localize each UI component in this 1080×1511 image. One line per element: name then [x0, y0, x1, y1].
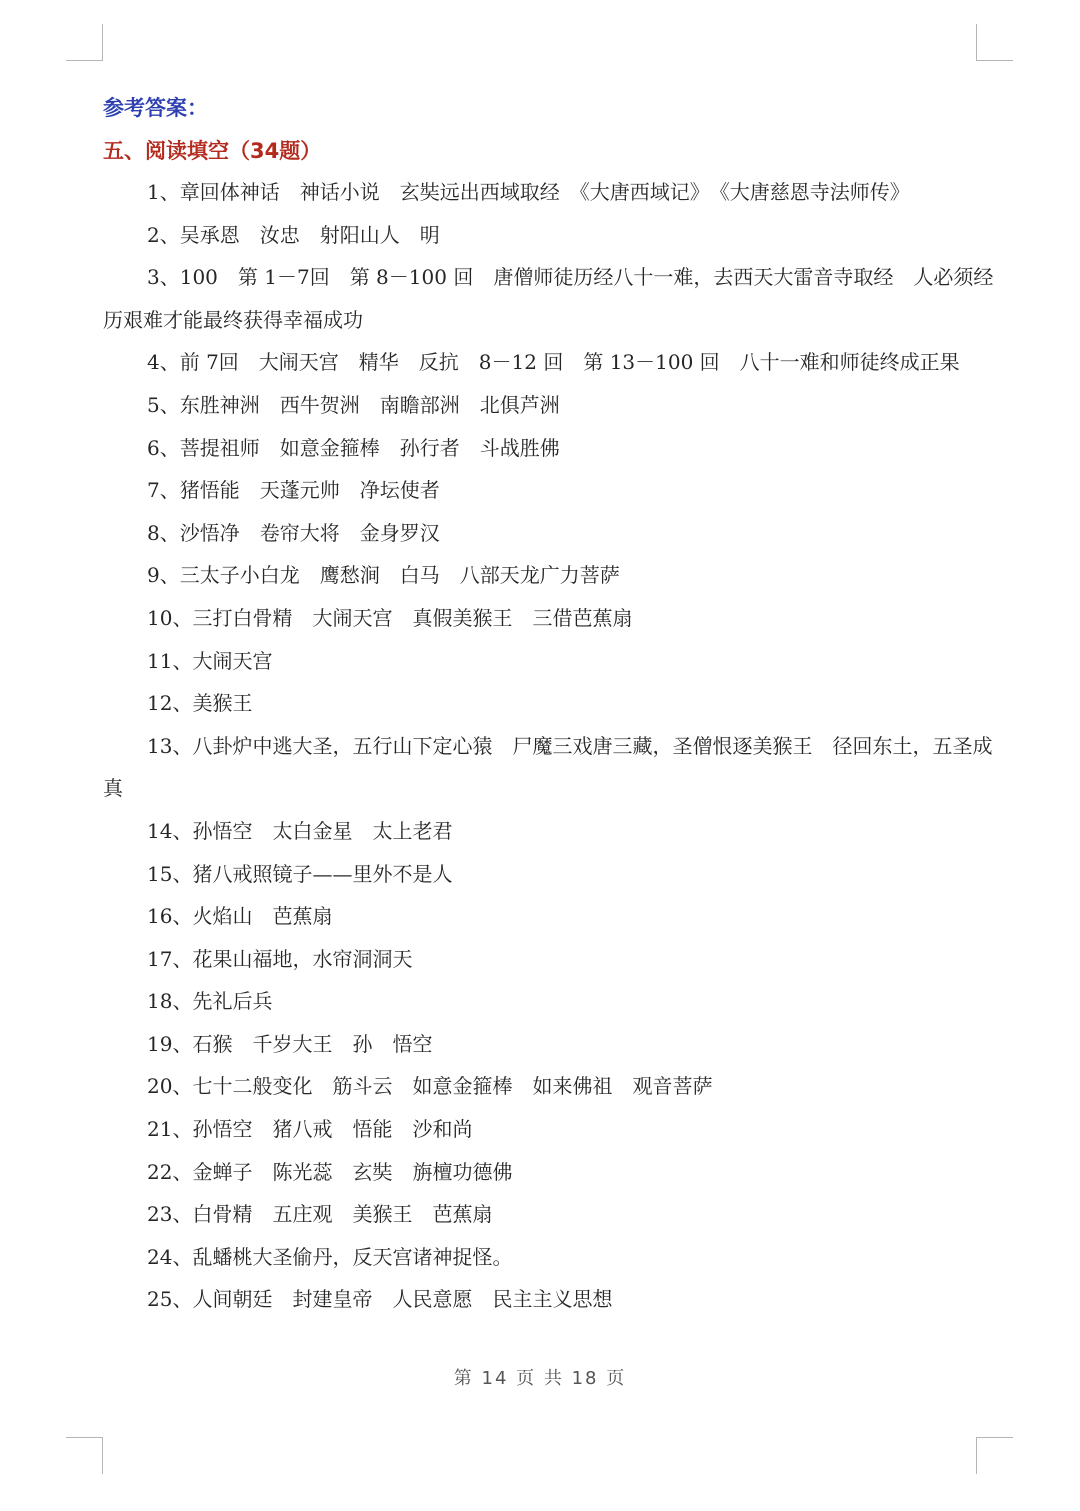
answer-item: 5、东胜神洲 西牛贺洲 南瞻部洲 北俱芦洲	[147, 392, 560, 417]
answer-item: 23、白骨精 五庄观 美猴王 芭蕉扇	[147, 1202, 493, 1227]
answer-item: 11、大闹天宫	[147, 648, 273, 673]
answer-item: 3、100 第 1－7回 第 8－100 回 唐僧师徒历经八十一难，去西天大雷音寺取经 人必须经历艰难才能最终获得幸福成功	[103, 265, 994, 332]
crop-mark-bottom-left	[66, 1437, 103, 1474]
answer-item: 18、先礼后兵	[147, 989, 273, 1014]
answer-item: 12、美猴王	[147, 691, 253, 716]
answer-item: 9、三太子小白龙 鹰愁涧 白马 八部天龙广力菩萨	[147, 563, 620, 588]
answer-item: 6、菩提祖师 如意金箍棒 孙行者 斗战胜佛	[147, 435, 560, 460]
answer-item: 21、孙悟空 猪八戒 悟能 沙和尚	[147, 1117, 473, 1142]
page-number-footer: 第 14 页 共 18 页	[453, 1368, 627, 1389]
answer-item: 1、章回体神话 神话小说 玄奘远出西域取经 《大唐西域记》 《大唐慈恩寺法师传》	[147, 180, 910, 204]
answer-item: 19、石猴 千岁大王 孙 悟空	[147, 1031, 433, 1056]
reference-answers-heading: 参考答案：	[103, 96, 208, 120]
section-title: 五、阅读填空（34题）	[103, 139, 322, 163]
answer-item: 22、金蝉子 陈光蕊 玄奘 旃檀功德佛	[147, 1159, 513, 1184]
answer-item: 14、孙悟空 太白金星 太上老君	[147, 818, 453, 843]
answer-item: 4、前 7回 大闹天宫 精华 反抗 8－12 回 第 13－100 回 八十一难和师徒终成正果	[147, 350, 960, 375]
crop-mark-top-left	[66, 24, 103, 61]
answer-item: 25、人间朝廷 封建皇帝 人民意愿 民主主义思想	[147, 1287, 613, 1312]
answer-item: 7、猪悟能 天蓬元帅 净坛使者	[147, 478, 440, 503]
answer-item: 20、七十二般变化 筋斗云 如意金箍棒 如来佛祖 观音菩萨	[147, 1074, 713, 1099]
answer-item: 15、猪八戒照镜子——里外不是人	[147, 861, 453, 886]
crop-mark-top-right	[976, 24, 1013, 61]
answer-item: 10、三打白骨精 大闹天宫 真假美猴王 三借芭蕉扇	[147, 605, 633, 630]
answer-item: 17、花果山福地，水帘洞洞天	[147, 946, 413, 971]
answer-item: 16、火焰山 芭蕉扇	[147, 904, 333, 929]
answer-item: 24、乱蟠桃大圣偷丹，反天宫诸神捉怪。	[147, 1244, 513, 1269]
answer-item: 13、八卦炉中逃大圣，五行山下定心猿 尸魔三戏唐三藏，圣僧恨逐美猴王 径回东土，五圣成真	[103, 733, 993, 801]
answer-item: 2、吴承恩 汝忠 射阳山人 明	[147, 222, 440, 247]
answer-list	[103, 171, 998, 1321]
answer-item: 8、沙悟净 卷帘大将 金身罗汉	[147, 520, 440, 545]
crop-mark-bottom-right	[976, 1437, 1013, 1474]
